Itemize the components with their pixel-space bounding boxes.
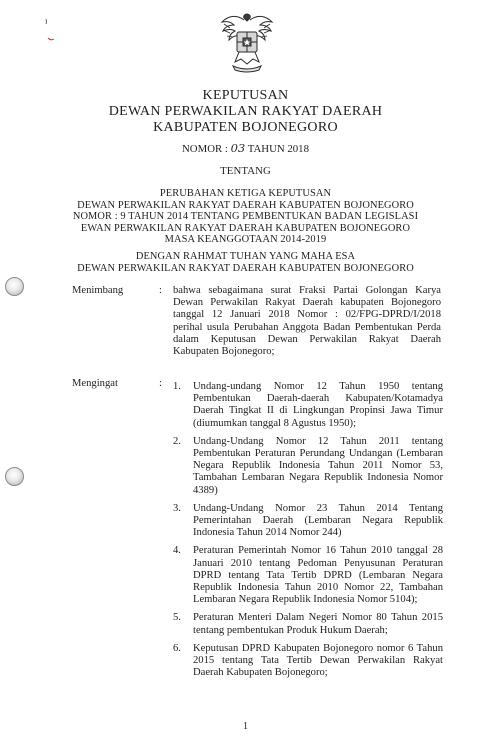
scan-mark	[42, 16, 56, 46]
list-item	[173, 436, 443, 497]
subject-line: MASA KEANGGOTAAN 2014-2019	[164, 234, 327, 246]
list-item-number: 2.	[173, 435, 181, 447]
list-item-number: 4.	[173, 545, 181, 557]
doc-title-org: DEWAN PERWAKILAN RAKYAT DAERAH	[108, 104, 383, 119]
subject-line: PERUBAHAN KETIGA KEPUTUSAN	[159, 188, 332, 199]
mengingat-list	[173, 381, 443, 685]
list-item-text: Keputusan DPRD Kabupaten Bojonegoro nomor 6 Tahun 2015 tentang Tata Tertib Dewan Perwakilan Rakyat Daerah Kabupaten Bojonegoro;	[193, 642, 443, 679]
list-item-number: 5.	[173, 612, 181, 624]
list-item	[173, 612, 443, 636]
list-item	[173, 381, 443, 430]
list-item	[173, 503, 443, 540]
nomor-handwritten: 03	[230, 141, 246, 155]
doc-title-region: KABUPATEN BOJONEGORO	[153, 120, 338, 135]
punch-hole	[5, 467, 24, 486]
list-item-text: Undang-Undang Nomor 12 Tahun 2011 tentang Pembentukan Peraturan Perundang Undangan (Lembaran Negara Republik Indonesia Tahun 2011 Nomor 53, Tambahan Lembaran Negara Republik Indonesia Nomor 4389)	[193, 435, 443, 496]
subject-line: EWAN PERWAKILAN RAKYAT DAERAH KABUPATEN BOJONEGORO	[80, 222, 411, 234]
doc-title: KEPUTUSAN	[202, 88, 289, 103]
list-item-text: Peraturan Menteri Dalam Negeri Nomor 80 Tahun 2015 tentang pembentukan Produk Hukum Daerah;	[193, 612, 443, 636]
menimbang-colon: :	[159, 285, 162, 296]
preamble-line: DEWAN PERWAKILAN RAKYAT DAERAH KABUPATEN BOJONEGORO	[77, 262, 414, 274]
punch-hole	[5, 277, 24, 296]
mengingat-colon: :	[159, 378, 162, 389]
list-item-number: 6.	[173, 642, 181, 654]
nomor-prefix: NOMOR :	[182, 143, 228, 155]
list-item-number: 3.	[173, 502, 181, 514]
list-item	[173, 545, 443, 606]
subject-line: NOMOR : 9 TAHUN 2014 TENTANG PEMBENTUKAN BADAN LEGISLASI	[72, 211, 419, 223]
preamble-line: DENGAN RAHMAT TUHAN YANG MAHA ESA	[135, 251, 356, 262]
menimbang-text: bahwa sebagaimana surat Fraksi Partai Golongan Karya Dewan Perwakilan Rakyat Daerah kabupaten Bojonegoro tanggal 12 Januari 2018 Nomor : 02/FPG-DPRD/I/2018 perihal usula Perubahan Anggota Badan Pembentukan Perda dalam Keputusan Dewan Perwakilan Rakyat Daerah Kabupaten Bojonegoro;	[173, 285, 441, 358]
list-item-text: Peraturan Pemerintah Nomor 16 Tahun 2010 tanggal 28 Januari 2010 tentang Pedoman Penyusunan Peraturan DPRD tentang Tata Tertib DPRD (Lembaran Negara Republik Indonesia Tahun 2010 Nomor 22, Tambahan Lembaran Negara Republik Indonesia Nomor 5104);	[193, 545, 443, 606]
garuda-emblem-icon	[219, 8, 275, 76]
menimbang-label: Menimbang	[72, 285, 124, 296]
doc-number	[0, 141, 491, 155]
list-item-text: Undang-undang Nomor 12 Tahun 1950 tentang Pembentukan Daerah-daerah Kabupaten/Kotamadya Daerah Tingkat II di Lingkungan Propinsi Jawa Timur (diumumkan tanggal 8 Agustus 1950);	[193, 381, 443, 429]
list-item	[173, 643, 443, 680]
list-item-number: 1.	[173, 381, 181, 392]
mengingat-label: Mengingat	[72, 378, 118, 389]
subject-line: DEWAN PERWAKILAN RAKYAT DAERAH KABUPATEN BOJONEGORO	[77, 199, 414, 211]
list-item-text: Undang-Undang Nomor 23 Tahun 2014 Tentang Pemerintahan Daerah (Lembaran Negara Republik Indonesia Tahun 2014 Nomor 244)	[193, 502, 443, 539]
page-number: 1	[243, 721, 248, 732]
nomor-suffix: TAHUN 2018	[247, 143, 309, 155]
tentang-heading: TENTANG	[220, 165, 271, 177]
